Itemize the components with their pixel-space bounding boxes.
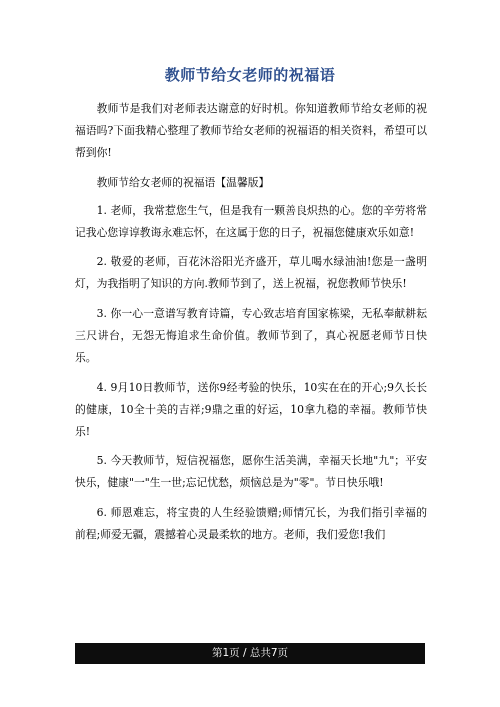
- document-title: 教师节给女老师的祝福语: [164, 66, 336, 84]
- blessing-item-3: 3. 你一心一意谱写教育诗篇，专心致志培育国家栋梁，无私奉献耕耘三尺讲台，无怨无悔追求生命价值。教师节到了，真心祝愿老师节日快乐。: [75, 306, 427, 365]
- section-heading: 教师节给女老师的祝福语【温馨版】: [96, 175, 270, 189]
- intro-paragraph: 教师节是我们对老师表达谢意的好时机。你知道教师节给女老师的祝福语吗?下面我精心整理了教师节给女老师的祝福语的相关资料，希望可以帮到你!: [75, 102, 427, 160]
- page-footer: [75, 643, 425, 664]
- blessing-item-6: 6. 师恩难忘，将宝贵的人生经验馈赠;师情冗长，为我们指引幸福的前程;师爱无疆，震撼着心灵最柔软的地方。老师，我们爱您!我们: [75, 505, 427, 541]
- blessing-item-2: 2. 敬爱的老师，百花沐浴阳光齐盛开，草儿喝水绿油油!您是一盏明灯，为我指明了知识的方向.教师节到了，送上祝福，祝您教师节快乐!: [75, 255, 427, 291]
- page-indicator: 第1页 / 总共7页: [211, 647, 289, 659]
- blessing-item-1: 1. 老师，我常惹您生气，但是我有一颗善良炽热的心。您的辛劳将常记我心您谆谆教诲永难忘怀，在这属于您的日子，祝福您健康欢乐如意!: [75, 203, 427, 239]
- blessing-item-4: 4. 9月10日教师节，送你9经考验的快乐，10实在在的开心;9久长长的健康，10全十美的吉祥;9鼎之重的好运，10拿九稳的幸福。教师节快乐!: [75, 380, 427, 438]
- blessing-item-5: 5. 今天教师节，短信祝福您，愿你生活美满，幸福天长地"九"；平安快乐，健康"一"生一世;忘记忧愁，烦恼总是为"零"。节日快乐哦!: [75, 454, 427, 490]
- document-body: [75, 98, 427, 553]
